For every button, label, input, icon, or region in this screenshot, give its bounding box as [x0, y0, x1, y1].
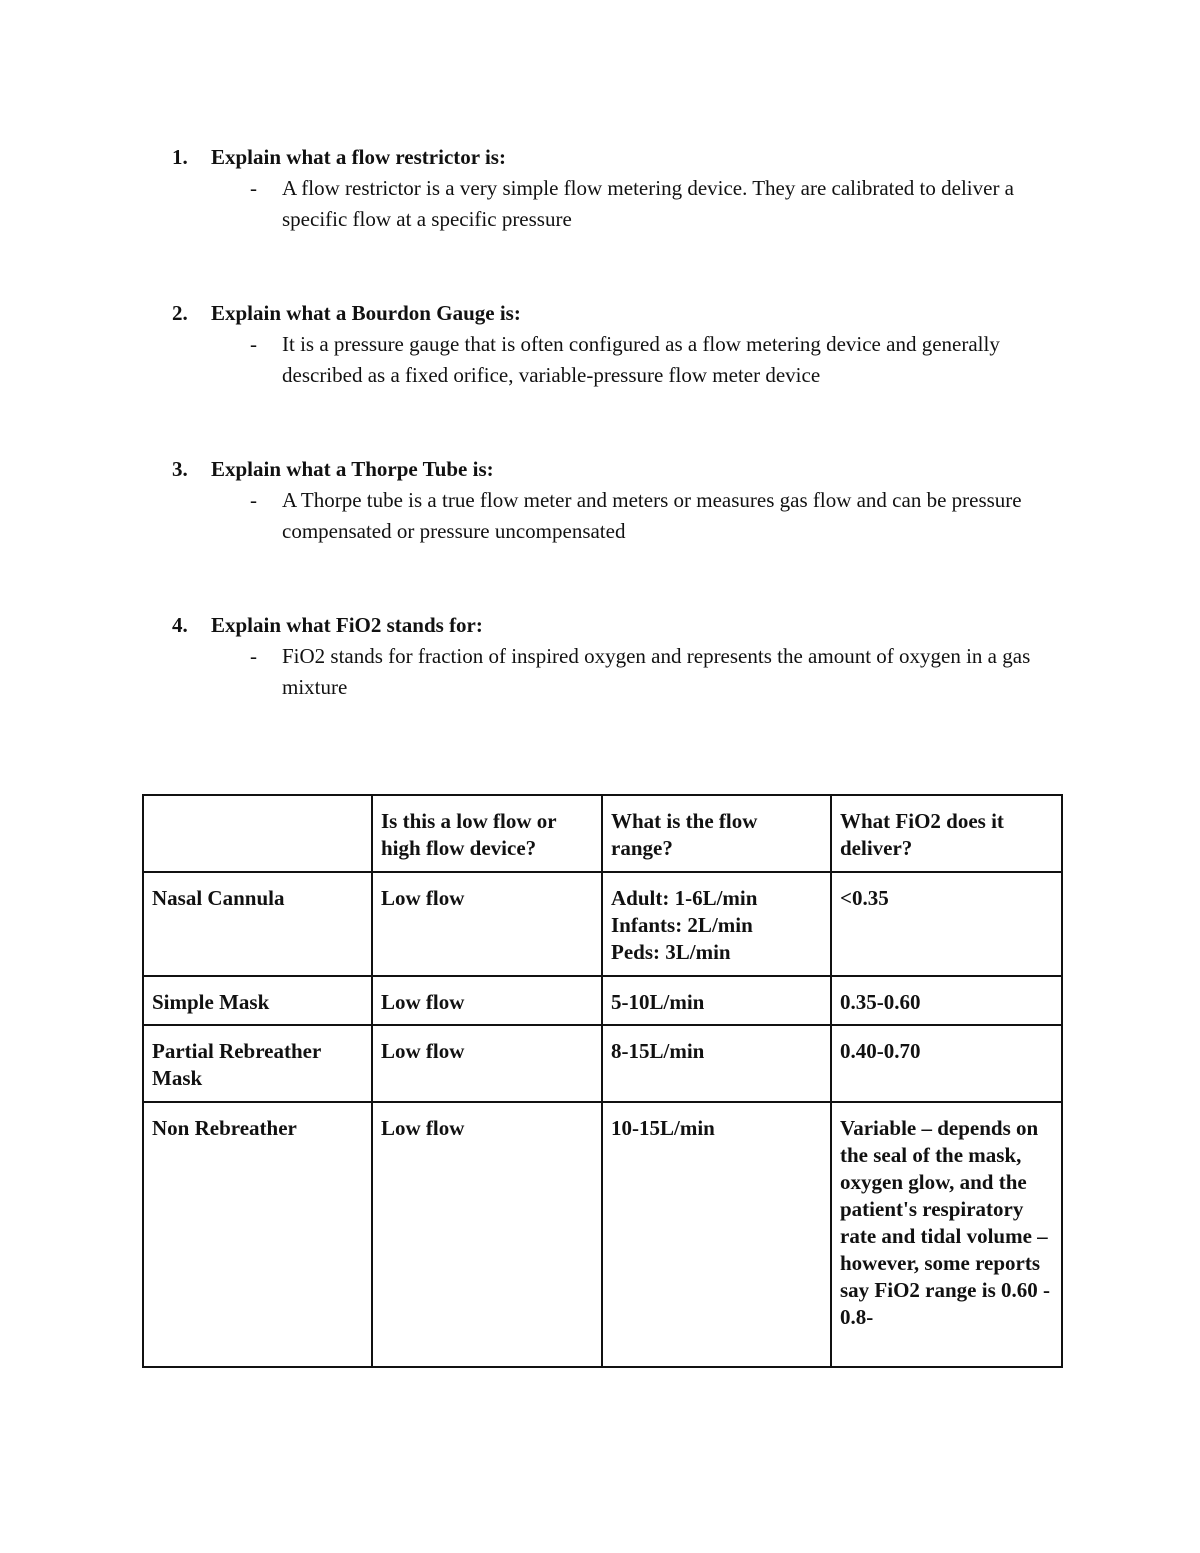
- fio2-cell: 0.35-0.60: [831, 976, 1062, 1025]
- bullet-dash: -: [250, 644, 257, 668]
- answer-item: [172, 173, 1072, 235]
- flow-range-cell: [602, 872, 831, 976]
- question-number: 4.: [172, 613, 188, 637]
- flow-range-cell: [602, 976, 831, 1025]
- answer-text: FiO2 stands for fraction of inspired oxygen and represents the amount of oxygen in a gas mixture: [282, 644, 1031, 699]
- bullet-dash: -: [250, 176, 257, 200]
- flow-range-line: 8-15L/min: [611, 1039, 705, 1063]
- answer-item: [172, 485, 1072, 547]
- question-heading: [172, 454, 1072, 485]
- table-row: [143, 976, 1062, 1025]
- question-number: 1.: [172, 145, 188, 169]
- question-item: [172, 142, 1072, 235]
- table-header-row: [143, 795, 1062, 872]
- flow-range-line: 5-10L/min: [611, 990, 705, 1014]
- flow-type-cell: Low flow: [372, 1102, 602, 1367]
- question-heading: [172, 142, 1072, 173]
- answer-item: [172, 329, 1072, 391]
- question-list: [172, 142, 1072, 766]
- bullet-dash: -: [250, 488, 257, 512]
- question-text: Explain what a Thorpe Tube is:: [211, 457, 494, 481]
- header-cell-fio2: What FiO2 does it deliver?: [831, 795, 1062, 872]
- question-text: Explain what a flow restrictor is:: [211, 145, 506, 169]
- answer-text: It is a pressure gauge that is often configured as a flow metering device and generally described as a fixed orifice, variable-pressure flow meter device: [282, 332, 1000, 387]
- question-item: [172, 610, 1072, 703]
- table-row: [143, 1025, 1062, 1102]
- answer-item: [172, 641, 1072, 703]
- device-name-cell: Non Rebreather: [143, 1102, 372, 1367]
- answer-text: A flow restrictor is a very simple flow metering device. They are calibrated to deliver a specific flow at a specific pressure: [282, 176, 1015, 231]
- device-name-cell: Simple Mask: [143, 976, 372, 1025]
- bullet-dash: -: [250, 332, 257, 356]
- question-text: Explain what a Bourdon Gauge is:: [211, 301, 521, 325]
- question-item: [172, 454, 1072, 547]
- fio2-cell: <0.35: [831, 872, 1062, 976]
- flow-type-cell: Low flow: [372, 1025, 602, 1102]
- flow-range-cell: [602, 1102, 831, 1367]
- question-number: 3.: [172, 457, 188, 481]
- table-row: [143, 1102, 1062, 1367]
- question-heading: [172, 610, 1072, 641]
- table-row: [143, 872, 1062, 976]
- flow-range-line: Infants: 2L/min: [611, 913, 753, 937]
- header-cell-empty: [143, 795, 372, 872]
- answer-text: A Thorpe tube is a true flow meter and meters or measures gas flow and can be pressure compensated or pressure uncompensated: [282, 488, 1022, 543]
- device-name-cell: Nasal Cannula: [143, 872, 372, 976]
- flow-range-cell: [602, 1025, 831, 1102]
- flow-range-line: Peds: 3L/min: [611, 940, 731, 964]
- fio2-cell: 0.40-0.70: [831, 1025, 1062, 1102]
- oxygen-devices-table: [142, 794, 1063, 1368]
- question-text: Explain what FiO2 stands for:: [211, 613, 483, 637]
- question-heading: [172, 298, 1072, 329]
- flow-range-line: 10-15L/min: [611, 1116, 715, 1140]
- question-item: [172, 298, 1072, 391]
- flow-range-line: Adult: 1-6L/min: [611, 886, 758, 910]
- device-name-cell: Partial Rebreather Mask: [143, 1025, 372, 1102]
- question-number: 2.: [172, 301, 188, 325]
- fio2-cell: Variable – depends on the seal of the mask, oxygen glow, and the patient's respiratory rate and tidal volume – however, some reports say FiO2 range is 0.60 - 0.8-: [831, 1102, 1062, 1367]
- header-cell-flow-range: What is the flow range?: [602, 795, 831, 872]
- flow-type-cell: Low flow: [372, 976, 602, 1025]
- header-cell-flow-type: Is this a low flow or high flow device?: [372, 795, 602, 872]
- flow-type-cell: Low flow: [372, 872, 602, 976]
